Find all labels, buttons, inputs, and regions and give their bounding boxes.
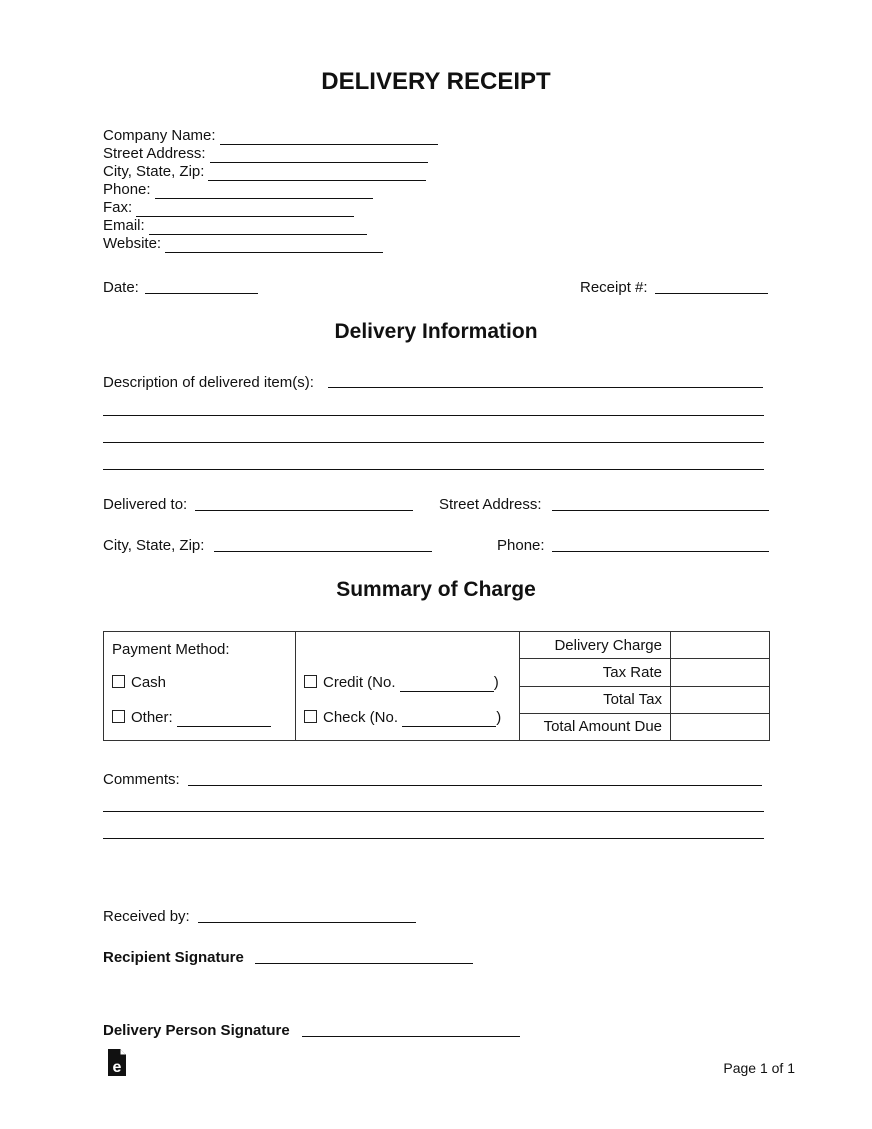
eforms-logo-icon [106,1048,128,1083]
company-name-label: Company Name: [103,127,216,144]
website-field[interactable] [165,238,383,253]
description-line-3[interactable] [103,442,764,443]
total-tax-label: Total Tax [520,686,671,713]
company-name-row [103,127,438,145]
delivery-person-signature-field[interactable] [302,1036,520,1037]
delivered-to-field[interactable] [195,510,413,511]
credit-option[interactable] [304,674,499,692]
description-line-4[interactable] [103,469,764,470]
total-tax-value[interactable] [671,686,770,713]
city-state-zip-label: City, State, Zip: [103,163,205,180]
delivery-information-heading: Delivery Information [334,320,538,343]
delivery-street-address-label: Street Address: [439,496,542,513]
recipient-signature-field[interactable] [255,963,473,964]
credit-number-field[interactable] [400,677,494,692]
street-address-field[interactable] [210,148,428,163]
delivered-to-label: Delivered to: [103,496,188,513]
phone-field[interactable] [155,184,373,199]
delivery-person-signature-label: Delivery Person Signature [103,1022,290,1039]
delivery-street-address-field[interactable] [552,510,769,511]
credit-close-paren: ) [493,674,499,691]
website-row [103,235,438,253]
summary-of-charge-heading: Summary of Charge [336,578,536,601]
other-field[interactable] [177,712,271,727]
svg-text:e: e [112,1059,122,1076]
comments-label: Comments: [103,771,180,788]
comments-line-3[interactable] [103,838,764,839]
other-option[interactable] [112,709,271,727]
website-label: Website: [103,235,162,252]
tax-rate-label: Tax Rate [520,659,671,686]
check-checkbox[interactable] [304,710,317,723]
credit-checkbox[interactable] [304,675,317,688]
card-check-cell [296,632,520,741]
delivery-phone-label: Phone: [497,537,545,554]
city-state-zip-field[interactable] [208,166,426,181]
received-by-field[interactable] [198,922,416,923]
date-label: Date: [103,279,139,296]
fax-field[interactable] [136,202,354,217]
phone-row [103,181,438,199]
check-number-field[interactable] [402,712,496,727]
cash-label: Cash [131,674,167,691]
city-state-zip-row [103,163,438,181]
other-checkbox[interactable] [112,710,125,723]
company-info-block [103,127,438,253]
charge-table [103,631,770,741]
date-field[interactable] [145,293,258,294]
email-label: Email: [103,217,145,234]
delivery-charge-value[interactable] [671,632,770,659]
fax-row [103,199,438,217]
cash-checkbox[interactable] [112,675,125,688]
check-close-paren: ) [496,709,502,726]
total-amount-due-label: Total Amount Due [520,713,671,740]
street-address-label: Street Address: [103,145,206,162]
receipt-number-label: Receipt #: [580,279,648,296]
street-address-row [103,145,438,163]
phone-label: Phone: [103,181,151,198]
comments-field[interactable] [188,785,762,786]
check-option[interactable] [304,709,501,727]
page-number: Page 1 of 1 [723,1060,795,1076]
email-field[interactable] [149,220,367,235]
receipt-number-field[interactable] [655,293,768,294]
credit-label: Credit (No. [323,674,396,691]
company-name-field[interactable] [220,130,438,145]
tax-rate-value[interactable] [671,659,770,686]
payment-method-cell [104,632,296,741]
description-field[interactable] [328,387,763,388]
payment-method-label: Payment Method: [112,641,230,658]
received-by-label: Received by: [103,908,190,925]
email-row [103,217,438,235]
total-amount-due-value[interactable] [671,713,770,740]
comments-line-2[interactable] [103,811,764,812]
description-line-2[interactable] [103,415,764,416]
delivery-city-state-zip-label: City, State, Zip: [103,537,205,554]
delivery-city-state-zip-field[interactable] [214,551,432,552]
delivery-charge-label: Delivery Charge [520,632,671,659]
recipient-signature-label: Recipient Signature [103,949,244,966]
document-title: DELIVERY RECEIPT [321,68,551,95]
check-label: Check (No. [323,709,399,726]
fax-label: Fax: [103,199,133,216]
delivery-phone-field[interactable] [552,551,769,552]
other-label: Other: [131,709,173,726]
description-label: Description of delivered item(s): [103,374,314,391]
cash-option[interactable] [112,674,166,692]
